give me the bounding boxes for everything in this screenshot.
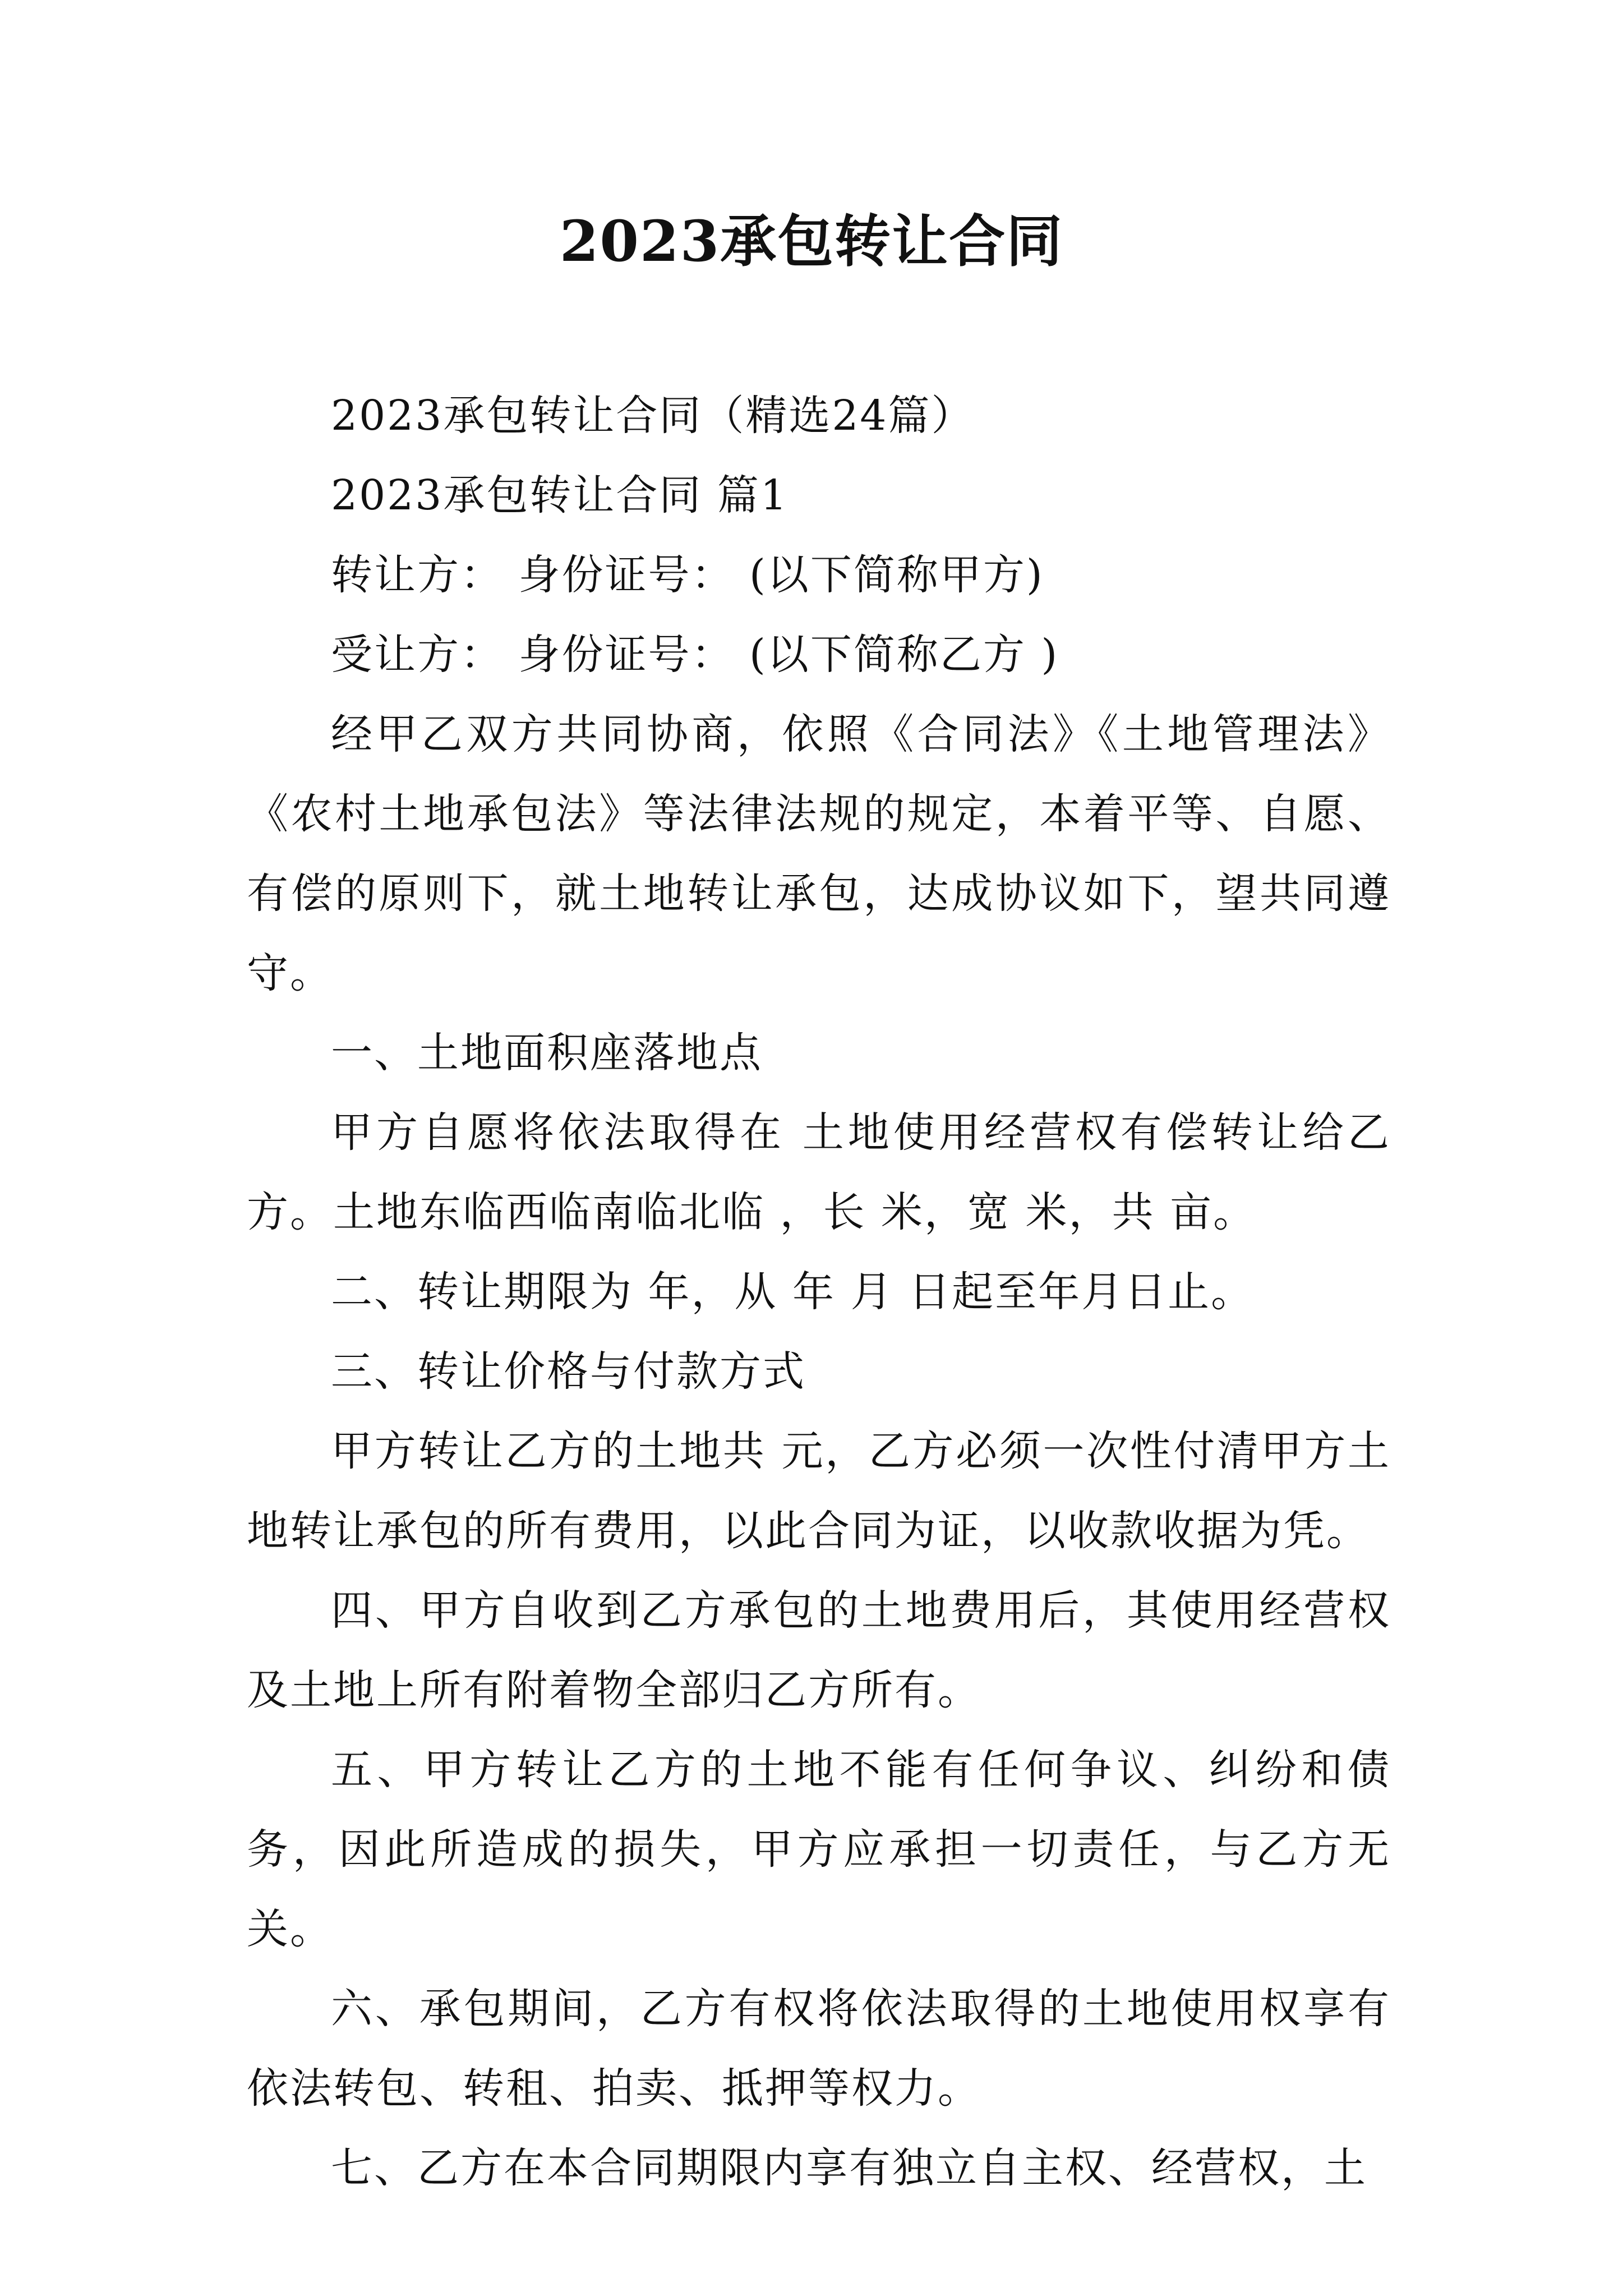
section-heading: 2023承包转让合同 篇1 <box>331 471 789 519</box>
clause-heading-3: 三、转让价格与付款方式 <box>331 1347 806 1396</box>
clause-paragraph-6: 六、承包期间，乙方有权将依法取得的土地使用权享有依法转包、转租、拍卖、抵押等权力。 <box>247 1985 1391 2113</box>
subtitle-line: 2023承包转让合同（精选24篇） <box>331 392 975 440</box>
transferee-line: 受让方： 身份证号： (以下简称乙方 ) <box>331 631 1059 679</box>
clause-paragraph-2: 二、转让期限为 年，从 年 月 日起至年月日止。 <box>331 1268 1255 1316</box>
clause-paragraph-1: 甲方自愿将依法取得在 土地使用经营权有偿转让给乙方。土地东临西临南临北临 ，长 米，宽 米，共 亩。 <box>247 1108 1391 1236</box>
clause-paragraph-7: 七、乙方在本合同期限内享有独立自主权、经营权，土 <box>331 2144 1367 2192</box>
preamble-paragraph: 经甲乙双方共同协商，依照《合同法》《土地管理法》《农村土地承包法》等法律法规的规定，本着平等、自愿、有偿的原则下，就土地转让承包，达成协议如下，望共同遵守。 <box>247 710 1391 997</box>
document-title: 2023承包转让合同 <box>559 208 1064 274</box>
transferor-line: 转让方： 身份证号： (以下简称甲方) <box>331 551 1044 599</box>
clause-paragraph-4: 四、甲方自收到乙方承包的土地费用后，其使用经营权及土地上所有附着物全部归乙方所有。 <box>247 1586 1391 1714</box>
clause-paragraph-5: 五、甲方转让乙方的土地不能有任何争议、纠纷和债务，因此所造成的损失，甲方应承担一切责任，与乙方无关。 <box>247 1746 1391 1953</box>
clause-heading-1: 一、土地面积座落地点 <box>331 1029 763 1077</box>
clause-paragraph-3: 甲方转让乙方的土地共 元，乙方必须一次性付清甲方土地转让承包的所有费用，以此合同为证，以收款收据为凭。 <box>247 1427 1391 1555</box>
document-body <box>247 376 1391 2208</box>
